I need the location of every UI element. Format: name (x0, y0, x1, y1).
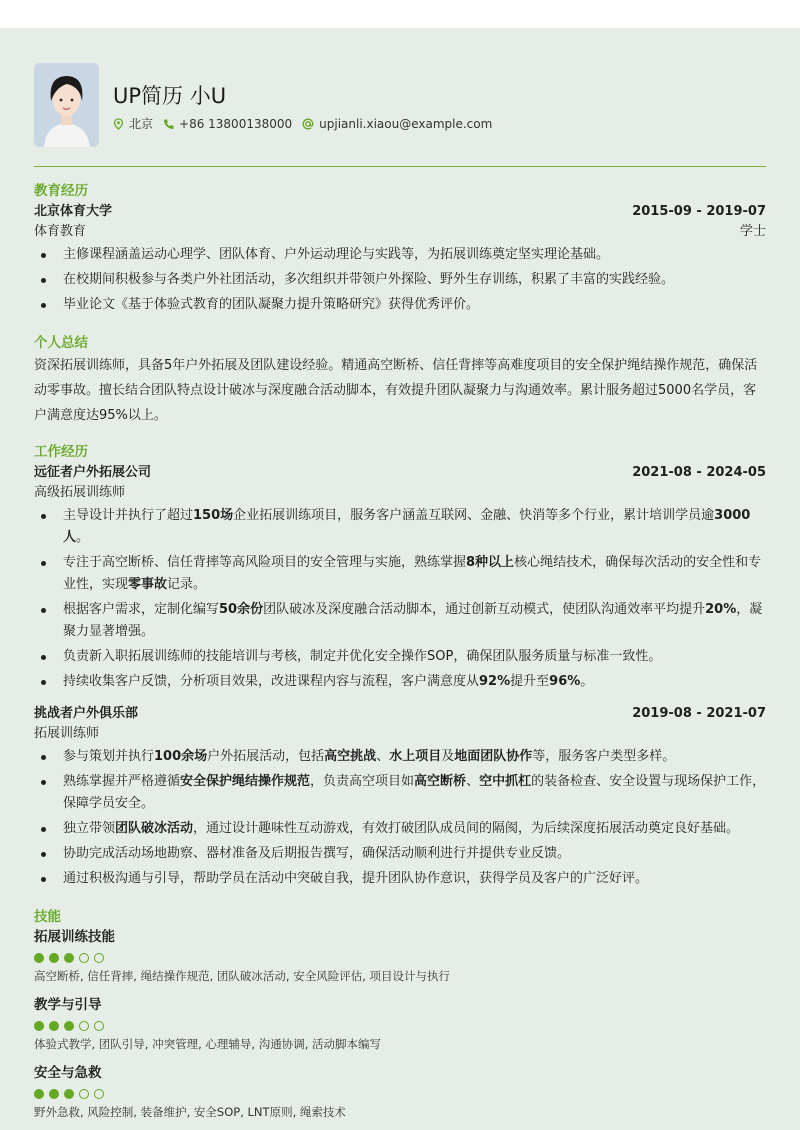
job-header (34, 462, 766, 484)
education-section-title: 教育经历 (34, 183, 88, 199)
list-item: 参与策划并执行100余场户外拓展活动，包括高空挑战、水上项目及地面团队协作等，服务客户类型多样。 (34, 746, 766, 768)
rating-dot-filled (49, 953, 59, 963)
list-item: 熟练掌握并严格遵循安全保护绳结操作规范，负责高空项目如高空断桥、空中抓杠的装备检查、安全设置与现场保护工作，保障学员安全。 (34, 771, 766, 815)
work-experience-list (34, 462, 766, 890)
phone-text: +86 13800138000 (179, 116, 293, 131)
rating-dot-filled (64, 1089, 74, 1099)
resume-page (0, 28, 800, 1130)
rating-dot-empty (79, 1089, 89, 1099)
rating-dot-empty (79, 1021, 89, 1031)
skill-group (34, 927, 766, 985)
at-sign-icon (302, 118, 314, 130)
rating-dot-filled (34, 1089, 44, 1099)
highlight-text: 50余份 (219, 602, 264, 617)
highlight-text: 3000人 (63, 508, 751, 545)
skill-group (34, 995, 766, 1053)
rating-dot-filled (64, 1021, 74, 1031)
highlight-text: 92% (479, 674, 511, 689)
rating-dot-filled (49, 1021, 59, 1031)
school-name: 北京体育大学 (34, 204, 113, 219)
highlight-text: 空中抓杠 (479, 774, 532, 789)
list-item: 在校期间积极参与各类户外社团活动，多次组织并带领户外探险、野外生存训练，积累了丰富的实践经验。 (34, 269, 766, 291)
highlight-text: 8种以上 (466, 555, 515, 570)
skill-level-rating (34, 953, 766, 963)
major: 体育教育 (34, 224, 87, 239)
skills-list (34, 927, 766, 1121)
phone-item (163, 117, 292, 131)
skill-group-title: 安全与急救 (34, 1065, 102, 1081)
job-bullets (34, 505, 766, 693)
avatar-portrait-icon (34, 63, 99, 147)
list-item: 专注于高空断桥、信任背摔等高风险项目的安全管理与实施，熟练掌握8种以上核心绳结技术，确保每次活动的安全性和专业性，实现零事故记录。 (34, 552, 766, 596)
highlight-text: 150场 (193, 508, 234, 523)
company-name: 远征者户外拓展公司 (34, 465, 152, 480)
list-item: 毕业论文《基于体验式教育的团队凝聚力提升策略研究》获得优秀评价。 (34, 294, 766, 316)
candidate-name: UP简历 小U (113, 84, 227, 108)
job-dates: 2021-08 - 2024-05 (632, 465, 766, 480)
location-pin-icon (113, 118, 124, 130)
list-item: 根据客户需求，定制化编写50余份团队破冰及深度融合活动脚本，通过创新互动模式，使团队沟通效率平均提升20%，凝聚力显著增强。 (34, 599, 766, 643)
contact-info (113, 115, 502, 132)
skills-section-title: 技能 (34, 909, 61, 925)
skill-items: 野外急救, 风险控制, 装备维护, 安全SOP, LNT原则, 绳索技术 (34, 1105, 346, 1119)
work-section-title: 工作经历 (34, 444, 88, 460)
rating-dot-empty (79, 953, 89, 963)
header-divider (34, 166, 766, 167)
rating-dot-filled (34, 1021, 44, 1031)
list-item: 主导设计并执行了超过150场企业拓展训练项目，服务客户涵盖互联网、金融、快消等多个行业，累计培训学员逾3000人。 (34, 505, 766, 549)
avatar (34, 63, 99, 147)
rating-dot-empty (94, 953, 104, 963)
highlight-text: 高空挑战 (324, 749, 377, 764)
job-entry (34, 462, 766, 693)
list-item: 持续收集客户反馈，分析项目效果，改进课程内容与流程，客户满意度从92%提升至96%。 (34, 671, 766, 693)
rating-dot-filled (64, 953, 74, 963)
education-header (34, 201, 766, 223)
list-item: 通过积极沟通与引导，帮助学员在活动中突破自我，提升团队协作意识，获得学员及客户的广泛好评。 (34, 868, 766, 890)
job-entry (34, 703, 766, 890)
highlight-text: 安全保护绳结操作规范 (180, 774, 311, 789)
skill-group-title: 拓展训练技能 (34, 929, 115, 945)
job-dates: 2019-08 - 2021-07 (632, 706, 766, 721)
highlight-text: 零事故 (128, 577, 168, 592)
location-text: 北京 (129, 117, 154, 131)
education-bullets (34, 244, 766, 316)
education-subheader (34, 223, 766, 241)
education-dates: 2015-09 - 2019-07 (632, 204, 766, 219)
highlight-text: 20% (705, 602, 737, 617)
company-name: 挑战者户外俱乐部 (34, 706, 139, 721)
email-item[interactable] (302, 117, 492, 131)
job-title: 高级拓展训练师 (34, 485, 126, 500)
highlight-text: 水上项目 (389, 749, 442, 764)
highlight-text: 高空断桥 (414, 774, 467, 789)
rating-dot-empty (94, 1021, 104, 1031)
highlight-text: 100余场 (154, 749, 208, 764)
skill-group-title: 教学与引导 (34, 997, 102, 1013)
resume-content (34, 181, 766, 1121)
summary-section-title: 个人总结 (34, 335, 88, 351)
rating-dot-empty (94, 1089, 104, 1099)
location-item (113, 115, 153, 132)
skill-group (34, 1063, 766, 1121)
highlight-text: 地面团队协作 (454, 749, 533, 764)
degree: 学士 (739, 224, 766, 239)
phone-icon (163, 118, 174, 130)
highlight-text: 团队破冰活动 (115, 821, 194, 836)
skill-items: 体验式教学, 团队引导, 冲突管理, 心理辅导, 沟通协调, 活动脚本编写 (34, 1037, 382, 1051)
skill-items: 高空断桥, 信任背摔, 绳结操作规范, 团队破冰活动, 安全风险评估, 项目设计与执行 (34, 969, 451, 983)
list-item: 负责新入职拓展训练师的技能培训与考核，制定并优化安全操作SOP，确保团队服务质量与标准一致性。 (34, 646, 766, 668)
highlight-text: 96% (549, 674, 581, 689)
skill-level-rating (34, 1021, 766, 1031)
list-item: 独立带领团队破冰活动，通过设计趣味性互动游戏，有效打破团队成员间的隔阂，为后续深度拓展活动奠定良好基础。 (34, 818, 766, 840)
rating-dot-filled (49, 1089, 59, 1099)
job-title: 拓展训练师 (34, 726, 100, 741)
job-bullets (34, 746, 766, 890)
email-text[interactable]: upjianli.xiaou@example.com (319, 116, 493, 131)
skill-level-rating (34, 1089, 766, 1099)
summary-text: 资深拓展训练师，具备5年户外拓展及团队建设经验。精通高空断桥、信任背摔等高难度项目的安全保护绳结操作规范，确保活动零事故。擅长结合团队特点设计破冰与深度融合活动脚本，有效提升团队凝聚力与沟通效率。累计服务超过5000名学员，客户满意度达95%以上。 (34, 358, 758, 423)
job-header (34, 703, 766, 725)
rating-dot-filled (34, 953, 44, 963)
list-item: 主修课程涵盖运动心理学、团队体育、户外运动理论与实践等，为拓展训练奠定坚实理论基础。 (34, 244, 766, 266)
list-item: 协助完成活动场地勘察、器材准备及后期报告撰写，确保活动顺利进行并提供专业反馈。 (34, 843, 766, 865)
